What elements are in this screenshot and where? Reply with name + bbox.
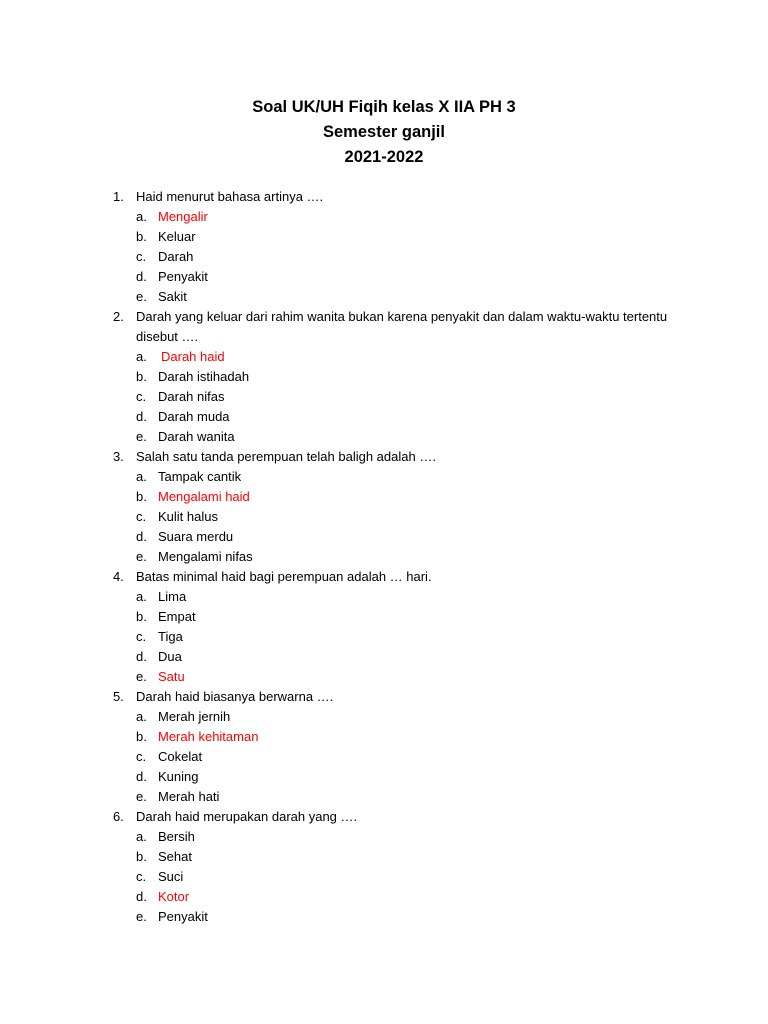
option-text: Sakit <box>158 289 187 304</box>
option-letter: e. <box>136 669 147 684</box>
option-letter: d. <box>136 649 147 664</box>
option-text: Darah wanita <box>158 429 235 444</box>
question-text: Salah satu tanda perempuan telah baligh adalah …. <box>136 449 436 464</box>
option-text: Darah <box>158 249 194 264</box>
option-letter: a. <box>136 469 147 484</box>
option-row <box>0 707 768 727</box>
option-letter: c. <box>136 749 147 764</box>
option-letter: c. <box>136 629 147 644</box>
option-row <box>0 887 768 907</box>
option-text: Darah istihadah <box>158 369 250 384</box>
document-title <box>0 95 768 170</box>
option-row <box>0 507 768 527</box>
option-text: Darah nifas <box>158 389 225 404</box>
option-row <box>0 227 768 247</box>
question-text: Darah yang keluar dari rahim wanita bukan karena penyakit dan dalam waktu-waktu tertentu <box>136 309 668 324</box>
question-continuation <box>0 327 768 347</box>
option-row <box>0 527 768 547</box>
title-line-year: 2021-2022 <box>344 148 424 166</box>
option-row <box>0 867 768 887</box>
option-letter: e. <box>136 429 147 444</box>
option-letter: e. <box>136 549 147 564</box>
question-5 <box>0 687 768 707</box>
question-list <box>0 187 768 927</box>
question-number: 3. <box>113 449 124 464</box>
option-letter: b. <box>136 609 147 624</box>
option-letter: e. <box>136 789 147 804</box>
question-4 <box>0 567 768 587</box>
option-row <box>0 847 768 867</box>
option-row <box>0 407 768 427</box>
option-text: Penyakit <box>158 269 208 284</box>
option-letter: c. <box>136 389 147 404</box>
option-row <box>0 487 768 507</box>
question-3 <box>0 447 768 467</box>
option-row <box>0 367 768 387</box>
option-row <box>0 587 768 607</box>
title-line-semester: Semester ganjil <box>323 123 445 141</box>
option-text: Mengalami nifas <box>158 549 253 564</box>
option-letter: d. <box>136 529 147 544</box>
option-row <box>0 467 768 487</box>
option-row <box>0 907 768 927</box>
option-text: Penyakit <box>158 909 208 924</box>
option-text: Kulit halus <box>158 509 218 524</box>
option-text: Sehat <box>158 849 192 864</box>
option-text: Lima <box>158 589 187 604</box>
question-number: 6. <box>113 809 124 824</box>
option-row <box>0 427 768 447</box>
option-letter: a. <box>136 829 147 844</box>
option-text: Mengalir <box>158 209 208 224</box>
option-text: Bersih <box>158 829 195 844</box>
option-row <box>0 627 768 647</box>
option-letter: b. <box>136 369 147 384</box>
question-number: 5. <box>113 689 124 704</box>
option-text: Tiga <box>158 629 183 644</box>
option-text: Suara merdu <box>158 529 234 544</box>
option-letter: c. <box>136 249 147 264</box>
option-letter: a. <box>136 709 147 724</box>
option-text: Merah kehitaman <box>158 729 259 744</box>
question-2 <box>0 307 768 327</box>
option-letter: a. <box>136 349 147 364</box>
option-row <box>0 767 768 787</box>
question-text-continued: disebut …. <box>136 329 199 344</box>
option-row <box>0 647 768 667</box>
option-text: Darah haid <box>161 349 225 364</box>
option-text: Kotor <box>158 889 190 904</box>
option-letter: e. <box>136 289 147 304</box>
question-number: 1. <box>113 189 124 204</box>
question-text: Haid menurut bahasa artinya …. <box>136 189 324 204</box>
option-row <box>0 247 768 267</box>
option-row <box>0 607 768 627</box>
option-text: Cokelat <box>158 749 203 764</box>
option-row <box>0 207 768 227</box>
option-text: Dua <box>158 649 182 664</box>
option-row <box>0 547 768 567</box>
option-row <box>0 347 768 367</box>
option-row <box>0 387 768 407</box>
option-letter: a. <box>136 209 147 224</box>
option-row <box>0 267 768 287</box>
title-line-subject: Soal UK/UH Fiqih kelas X IIA PH 3 <box>252 98 516 116</box>
option-text: Suci <box>158 869 184 884</box>
option-row <box>0 787 768 807</box>
option-text: Satu <box>158 669 185 684</box>
option-text: Merah jernih <box>158 709 231 724</box>
option-letter: d. <box>136 269 147 284</box>
option-letter: d. <box>136 769 147 784</box>
option-letter: a. <box>136 589 147 604</box>
option-text: Empat <box>158 609 196 624</box>
option-row <box>0 827 768 847</box>
option-text: Tampak cantik <box>158 469 242 484</box>
question-text: Darah haid merupakan darah yang …. <box>136 809 358 824</box>
question-number: 2. <box>113 309 124 324</box>
option-letter: d. <box>136 409 147 424</box>
question-1 <box>0 187 768 207</box>
option-letter: b. <box>136 849 147 864</box>
option-letter: c. <box>136 509 147 524</box>
question-number: 4. <box>113 569 124 584</box>
option-letter: e. <box>136 909 147 924</box>
option-row <box>0 727 768 747</box>
option-row <box>0 667 768 687</box>
question-6 <box>0 807 768 827</box>
option-letter: b. <box>136 489 147 504</box>
option-row <box>0 287 768 307</box>
option-text: Mengalami haid <box>158 489 250 504</box>
option-row <box>0 747 768 767</box>
question-text: Batas minimal haid bagi perempuan adalah … hari. <box>136 569 432 584</box>
option-letter: d. <box>136 889 147 904</box>
option-letter: c. <box>136 869 147 884</box>
option-letter: b. <box>136 229 147 244</box>
option-letter: b. <box>136 729 147 744</box>
option-text: Merah hati <box>158 789 220 804</box>
option-text: Keluar <box>158 229 196 244</box>
question-text: Darah haid biasanya berwarna …. <box>136 689 334 704</box>
option-text: Darah muda <box>158 409 230 424</box>
option-text: Kuning <box>158 769 199 784</box>
